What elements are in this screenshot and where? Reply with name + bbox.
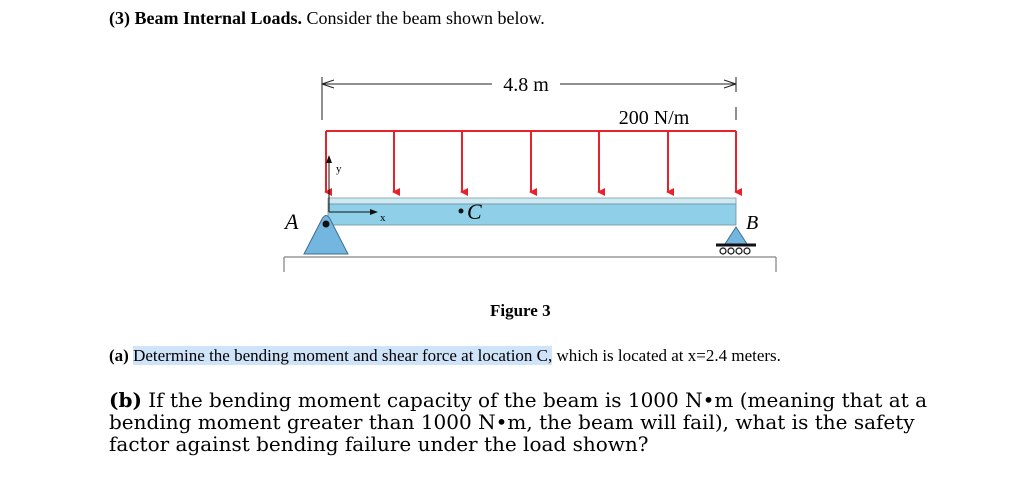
length-label: 4.8 m	[503, 74, 549, 96]
part-a-text: which is located at x=2.4 meters.	[556, 346, 781, 365]
problem-title: Beam Internal Loads.	[134, 8, 303, 28]
problem-number: (3)	[109, 8, 130, 28]
ground	[284, 257, 776, 272]
axis-y-label: y	[336, 163, 342, 175]
axis-x-label: x	[380, 212, 386, 224]
part-b-text: If the bending moment capacity of the beam is 1000 N•m (meaning that at a bending moment greater than 1000 N•m, the beam will fail), what is the safety factor against bending failure under the load shown?	[109, 388, 928, 456]
support-b-label: B	[746, 212, 759, 234]
point-c-marker	[459, 209, 464, 214]
problem-intro: Consider the beam shown below.	[306, 8, 545, 28]
point-c-label: C	[467, 199, 482, 224]
part-a-label: (a)	[109, 346, 129, 365]
part-b-label: (b)	[109, 388, 142, 412]
support-a-label: A	[285, 209, 299, 234]
part-a-highlighted-text: Determine the bending moment and shear force at location C,	[133, 346, 553, 365]
beam	[328, 198, 736, 225]
part-b	[109, 389, 979, 455]
load-label: 200 N/m	[618, 107, 690, 129]
figure-caption: Figure 3	[490, 301, 551, 320]
distributed-load	[326, 131, 736, 192]
part-a	[109, 346, 781, 366]
